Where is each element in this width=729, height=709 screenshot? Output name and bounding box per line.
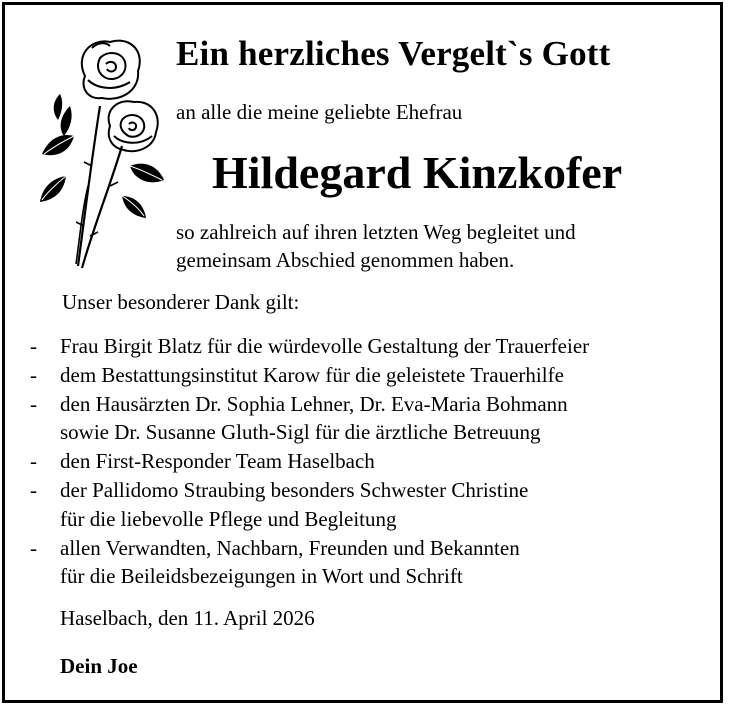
list-item (30, 332, 589, 361)
list-item-line: den First-Responder Team Haselbach (60, 449, 375, 474)
list-item (30, 447, 589, 476)
list-item (30, 390, 589, 448)
bullet-dash: - (30, 362, 37, 387)
headline: Ein herzliches Vergelt`s Gott (176, 34, 611, 73)
follow-text (176, 218, 576, 274)
intro-text: an alle die meine geliebte Ehefrau (176, 100, 463, 124)
bullet-dash: - (30, 449, 37, 474)
list-item-line: für die Beileidsbezeigungen in Wort und Schrift (60, 564, 463, 589)
signature: Dein Joe (60, 654, 138, 678)
thanks-list (30, 332, 589, 591)
list-item-line: der Pallidomo Straubing besonders Schwester Christine (60, 477, 529, 502)
bullet-dash: - (30, 477, 37, 502)
deceased-name: Hildegard Kinzkofer (212, 147, 623, 198)
bullet-dash: - (30, 535, 37, 560)
rose-icon (30, 36, 178, 276)
list-item-line: sowie Dr. Susanne Gluth-Sigl für die ärztliche Betreuung (60, 420, 541, 445)
thanks-heading: Unser besonderer Dank gilt: (62, 290, 300, 314)
list-item-line: für die liebevolle Pflege und Begleitung (60, 506, 397, 531)
list-item-line: dem Bestattungsinstitut Karow für die geleistete Trauerhilfe (60, 362, 564, 387)
follow-line: so zahlreich auf ihren letzten Weg begleitet und (176, 220, 576, 244)
list-item-line: allen Verwandten, Nachbarn, Freunden und Bekannten (60, 535, 520, 560)
list-item (30, 534, 589, 592)
follow-line: gemeinsam Abschied genommen haben. (176, 248, 515, 272)
bullet-dash: - (30, 391, 37, 416)
place-date: Haselbach, den 11. April 2026 (60, 606, 315, 630)
list-item-line: den Hausärzten Dr. Sophia Lehner, Dr. Eva-Maria Bohmann (60, 391, 568, 416)
list-item-line: Frau Birgit Blatz für die würdevolle Gestaltung der Trauerfeier (60, 334, 590, 358)
list-item (30, 361, 589, 390)
bullet-dash: - (30, 334, 37, 358)
list-item (30, 476, 589, 534)
